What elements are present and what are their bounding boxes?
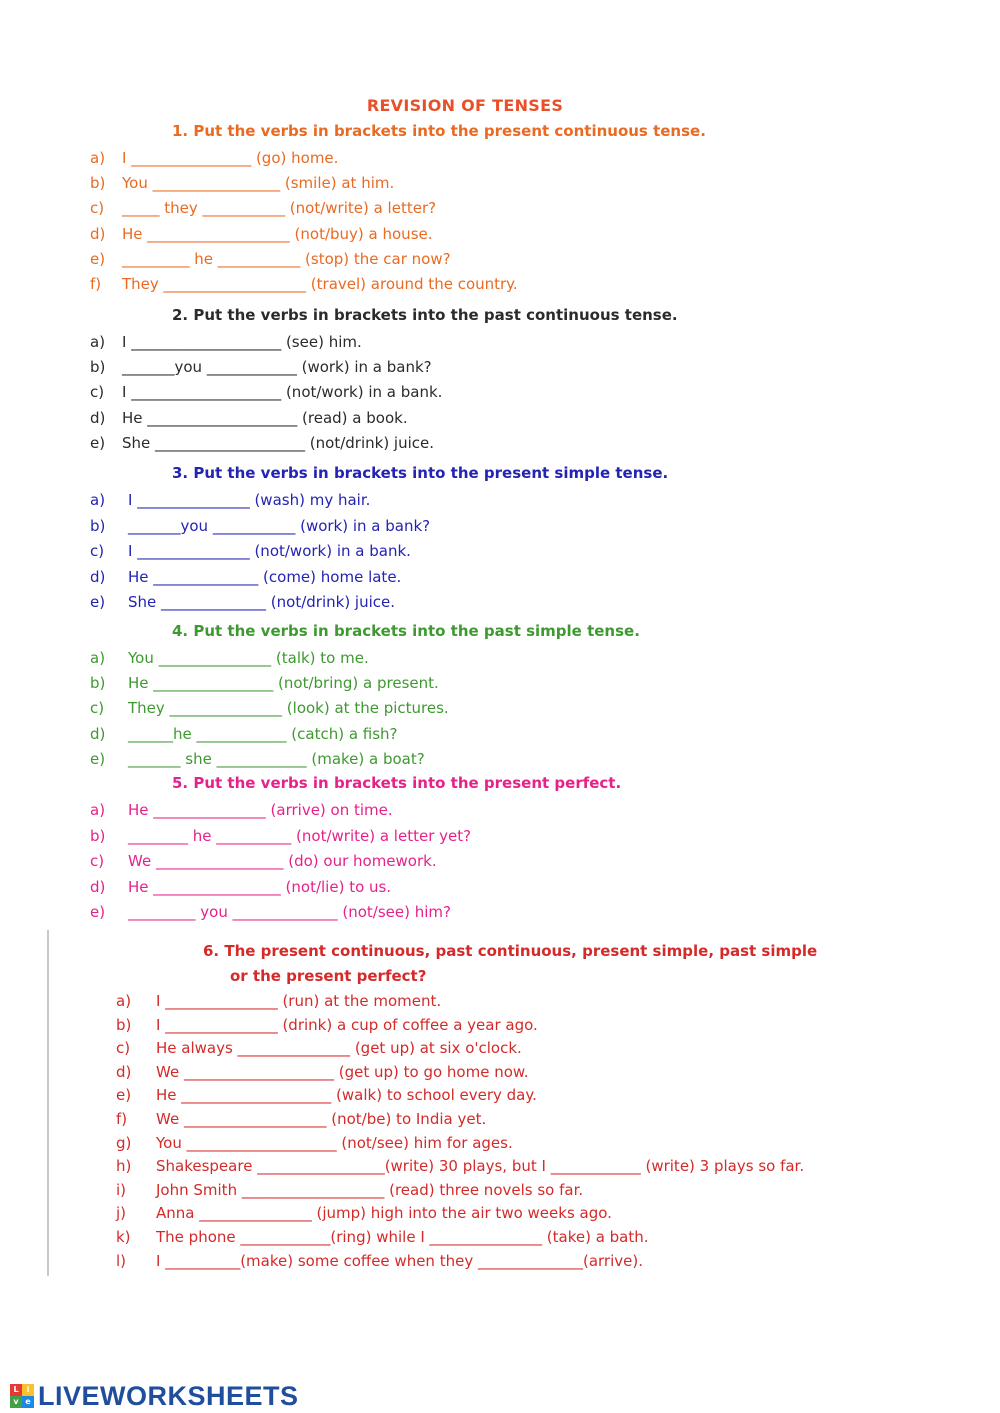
item-sentence[interactable]: They ___________________ (travel) around the country. bbox=[122, 275, 518, 293]
liveworksheets-logo-icon bbox=[10, 1384, 34, 1408]
worksheet-title: REVISION OF TENSES bbox=[366, 96, 564, 115]
item-sentence[interactable]: I _______________ (run) at the moment. bbox=[156, 992, 442, 1010]
item-sentence[interactable]: _______ she ____________ (make) a boat? bbox=[128, 749, 425, 768]
section-heading: 5. Put the verbs in brackets into the present perfect. bbox=[172, 774, 622, 792]
item-sentence[interactable]: You _______________ (talk) to me. bbox=[128, 649, 369, 667]
item-sentence[interactable]: John Smith ___________________ (read) three novels so far. bbox=[156, 1180, 584, 1199]
item-label: f) bbox=[90, 275, 102, 293]
logo-letter: e bbox=[22, 1396, 34, 1408]
item-label: f) bbox=[116, 1110, 128, 1128]
item-label: e) bbox=[90, 433, 106, 452]
item-label: e) bbox=[90, 749, 106, 768]
item-label: c) bbox=[90, 699, 105, 718]
item-sentence[interactable]: ______he ____________ (catch) a fish? bbox=[128, 724, 398, 743]
section-divider bbox=[47, 930, 49, 1276]
item-label: b) bbox=[90, 674, 106, 693]
item-label: a) bbox=[90, 491, 106, 509]
item-label: e) bbox=[90, 593, 106, 611]
item-label: e) bbox=[90, 249, 106, 268]
item-sentence[interactable]: _______you ___________ (work) in a bank? bbox=[128, 516, 431, 535]
item-sentence[interactable]: They _______________ (look) at the pictures. bbox=[128, 699, 449, 718]
item-sentence[interactable]: He ____________________ (walk) to school every day. bbox=[156, 1086, 537, 1105]
item-label: e) bbox=[116, 1086, 132, 1105]
item-sentence[interactable]: I ________________ (go) home. bbox=[122, 149, 339, 167]
item-sentence[interactable]: I _______________ (wash) my hair. bbox=[128, 491, 371, 509]
logo-letter: v bbox=[10, 1396, 22, 1408]
item-sentence[interactable]: I ____________________ (see) him. bbox=[122, 333, 362, 351]
item-label: b) bbox=[90, 516, 106, 535]
item-label: a) bbox=[90, 649, 106, 667]
section-heading: 4. Put the verbs in brackets into the past simple tense. bbox=[172, 622, 640, 640]
item-label: d) bbox=[90, 224, 106, 243]
item-label: a) bbox=[90, 333, 106, 351]
item-sentence[interactable]: I __________(make) some coffee when they ______________(arrive). bbox=[156, 1251, 643, 1270]
liveworksheets-logo[interactable] bbox=[10, 1380, 299, 1412]
item-label: k) bbox=[116, 1228, 131, 1246]
item-sentence[interactable]: You _________________ (smile) at him. bbox=[122, 174, 395, 193]
item-sentence[interactable]: _________ you ______________ (not/see) him? bbox=[128, 903, 451, 921]
item-label: l) bbox=[116, 1251, 127, 1270]
logo-letter: L bbox=[10, 1384, 22, 1396]
item-label: b) bbox=[90, 174, 106, 193]
section-heading: 1. Put the verbs in brackets into the present continuous tense. bbox=[172, 122, 706, 140]
item-sentence[interactable]: Shakespeare _________________(write) 30 plays, but I ____________ (write) 3 plays so far. bbox=[156, 1157, 805, 1176]
item-sentence[interactable]: He ____________________ (read) a book. bbox=[122, 408, 408, 427]
item-label: c) bbox=[116, 1039, 131, 1058]
item-sentence[interactable]: She ____________________ (not/drink) juice. bbox=[122, 433, 435, 452]
item-sentence[interactable]: You ____________________ (not/see) him for ages. bbox=[156, 1133, 513, 1152]
item-label: d) bbox=[90, 408, 106, 427]
item-sentence[interactable]: Anna _______________ (jump) high into the air two weeks ago. bbox=[156, 1204, 612, 1223]
brand-name: LIVEWORKSHEETS bbox=[38, 1380, 299, 1411]
item-label: j) bbox=[116, 1204, 127, 1223]
item-sentence[interactable]: The phone ____________(ring) while I _______________ (take) a bath. bbox=[156, 1228, 649, 1246]
item-label: e) bbox=[90, 903, 106, 921]
item-sentence[interactable]: ________ he __________ (not/write) a letter yet? bbox=[128, 826, 472, 845]
item-label: h) bbox=[116, 1157, 132, 1176]
item-sentence[interactable]: We _________________ (do) our homework. bbox=[128, 852, 437, 870]
item-label: c) bbox=[90, 199, 105, 218]
item-label: b) bbox=[90, 358, 106, 377]
item-label: d) bbox=[90, 567, 106, 586]
item-sentence[interactable]: I ____________________ (not/work) in a bank. bbox=[122, 383, 443, 402]
item-label: c) bbox=[90, 542, 105, 560]
item-label: i) bbox=[116, 1180, 127, 1199]
item-sentence[interactable]: He ________________ (not/bring) a present. bbox=[128, 674, 439, 693]
logo-letter: i bbox=[22, 1384, 34, 1396]
item-label: d) bbox=[90, 724, 106, 743]
item-label: a) bbox=[90, 149, 106, 167]
item-sentence[interactable]: He ___________________ (not/buy) a house. bbox=[122, 224, 433, 243]
item-label: c) bbox=[90, 383, 105, 402]
item-sentence[interactable]: _________ he ___________ (stop) the car now? bbox=[122, 249, 451, 268]
item-sentence[interactable]: _____ they ___________ (not/write) a letter? bbox=[122, 199, 437, 218]
item-sentence[interactable]: He _________________ (not/lie) to us. bbox=[128, 877, 392, 896]
item-sentence[interactable]: _______you ____________ (work) in a bank? bbox=[122, 358, 432, 377]
item-sentence[interactable]: He always _______________ (get up) at six o'clock. bbox=[156, 1039, 522, 1058]
section-heading-continued: or the present perfect? bbox=[230, 967, 427, 985]
item-sentence[interactable]: He ______________ (come) home late. bbox=[128, 567, 402, 586]
item-sentence[interactable]: He _______________ (arrive) on time. bbox=[128, 801, 393, 819]
item-label: a) bbox=[90, 801, 106, 819]
section-heading: 3. Put the verbs in brackets into the present simple tense. bbox=[172, 464, 669, 482]
item-sentence[interactable]: We ___________________ (not/be) to India yet. bbox=[156, 1110, 487, 1128]
section-heading: 2. Put the verbs in brackets into the past continuous tense. bbox=[172, 306, 678, 324]
item-label: g) bbox=[116, 1133, 132, 1152]
section-heading: 6. The present continuous, past continuous, present simple, past simple bbox=[203, 942, 818, 960]
item-sentence[interactable]: We ____________________ (get up) to go home now. bbox=[156, 1062, 529, 1081]
item-label: b) bbox=[90, 826, 106, 845]
item-label: a) bbox=[116, 992, 132, 1010]
item-sentence[interactable]: She ______________ (not/drink) juice. bbox=[128, 593, 396, 611]
item-label: d) bbox=[90, 877, 106, 896]
item-label: c) bbox=[90, 852, 105, 870]
item-sentence[interactable]: I _______________ (not/work) in a bank. bbox=[128, 542, 411, 560]
item-sentence[interactable]: I _______________ (drink) a cup of coffee a year ago. bbox=[156, 1015, 538, 1034]
item-label: b) bbox=[116, 1015, 132, 1034]
item-label: d) bbox=[116, 1062, 132, 1081]
